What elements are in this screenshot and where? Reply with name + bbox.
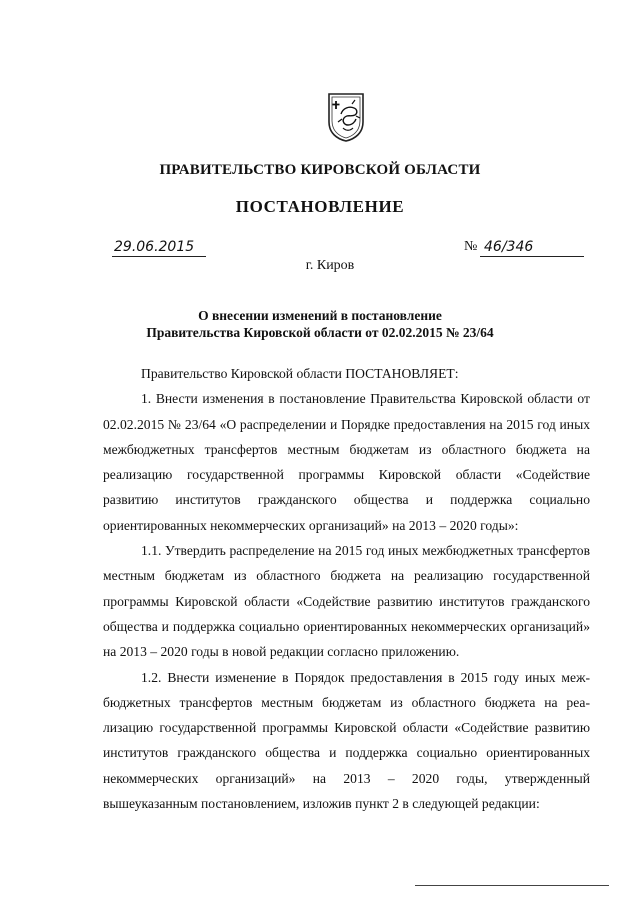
document-type: ПОСТАНОВЛЕНИЕ xyxy=(235,197,405,216)
body-paragraph: 1.2. Внести изменение в Порядок предоставления в 2015 году иных межбюджетных трансфертов местным бюджетам из областного бюджета на реализацию государственной программы Кировской области «Содействие развитию институтов гражданского общества и поддержка социально ориентированных некоммерческих организаций» на 2013 – 2020 годы, утвержденный вышеуказанным постановлением, изложив пункт 2 в следующей редакции: xyxy=(103,669,590,812)
body-paragraph: 1. Внести изменения в постановление Правительства Кировской области от 02.02.2015 № 23/64 «О распределении и Порядке предоставления на 2015 год иных межбюджетных трансфертов местным бюджетам из областного бюджета на реализацию государственной программы Кировской области «Содействие развитию институтов гражданского общества и поддержка социально ориентированных некоммерческих организаций» на 2013 – 2020 годы»: xyxy=(103,391,590,533)
footer-rule xyxy=(415,885,609,886)
document-number: 46/346 xyxy=(480,238,584,257)
coat-of-arms-icon xyxy=(327,92,365,142)
city: г. Киров xyxy=(305,258,355,273)
document-date: 29.06.2015 xyxy=(112,238,206,257)
government-title: ПРАВИТЕЛЬСТВО КИРОВСКОЙ ОБЛАСТИ xyxy=(159,162,481,178)
number-label: № xyxy=(464,239,478,254)
subject-line: О внесении изменений в постановление xyxy=(198,308,442,323)
body-paragraph: Правительство Кировской области ПОСТАНОВЛЯЕТ: xyxy=(141,366,459,381)
document-body xyxy=(103,361,590,816)
body-paragraph: 1.1. Утвердить распределение на 2015 год иных межбюджетных трансфертов местным бюджетам из областного бюджета на реализацию государственной программы Кировской области «Содействие развитию институтов гражданского общества и поддержка социально ориентированных некоммерческих организаций» на 2013 – 2020 годы в новой редакции согласно приложению. xyxy=(103,543,590,660)
subject-line: Правительства Кировской области от 02.02.2015 № 23/64 xyxy=(146,325,494,340)
document-subject xyxy=(0,307,640,341)
